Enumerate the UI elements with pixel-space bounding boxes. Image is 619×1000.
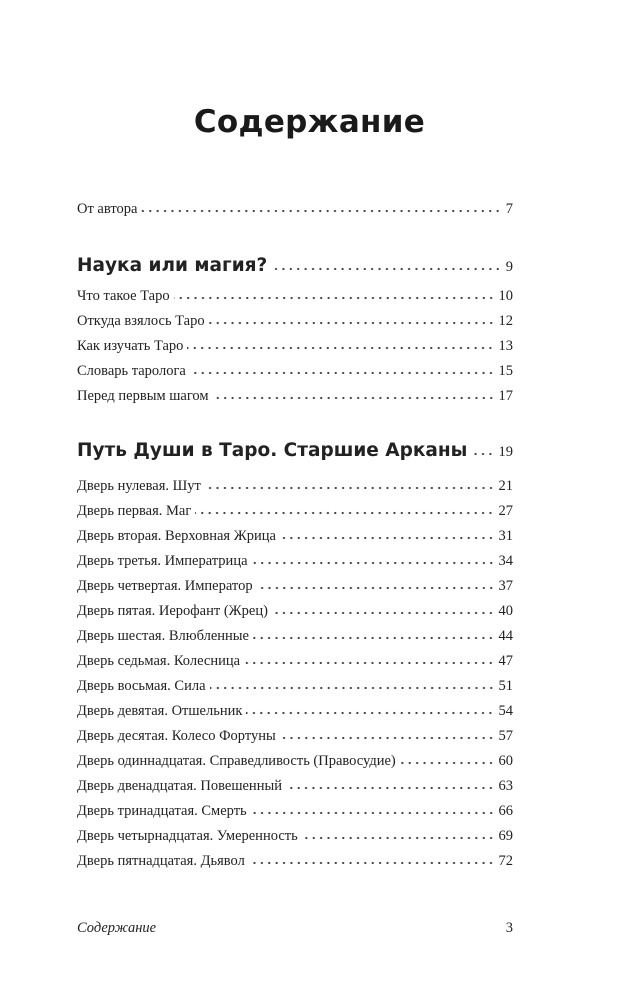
toc-entry[interactable] — [77, 777, 513, 795]
toc-entry[interactable] — [77, 577, 513, 595]
entry-page: 57 — [498, 728, 513, 744]
entry-page: 47 — [498, 653, 513, 669]
toc-section-heading[interactable] — [77, 254, 513, 279]
toc-entry[interactable] — [77, 477, 513, 495]
dot-leader — [252, 561, 495, 565]
entry-page: 27 — [498, 503, 513, 519]
dot-leader — [272, 611, 495, 615]
toc-entry[interactable] — [77, 387, 513, 405]
entry-label: Дверь одиннадцатая. Справедливость (Правосудие) — [77, 753, 396, 769]
page-title: Содержание — [193, 104, 426, 140]
entry-label: Дверь восьмая. Сила — [77, 678, 206, 694]
toc-section-heading[interactable] — [77, 439, 513, 464]
dot-leader — [280, 736, 495, 740]
entry-label: Дверь вторая. Верховная Жрица — [77, 528, 276, 544]
dot-leader — [302, 836, 495, 840]
toc-entry[interactable] — [77, 602, 513, 620]
dot-leader — [209, 321, 495, 325]
entry-label: Как изучать Таро — [77, 338, 184, 354]
entry-page: 9 — [505, 259, 513, 275]
entry-label: Путь Души в Таро. Старшие Арканы — [77, 440, 468, 461]
toc-entry[interactable] — [77, 502, 513, 520]
toc-entry[interactable] — [77, 827, 513, 845]
entry-label: Дверь нулевая. Шут — [77, 478, 201, 494]
toc-entry[interactable] — [77, 852, 513, 870]
dot-leader — [257, 586, 495, 590]
dot-leader — [246, 711, 494, 715]
entry-label: Что такое Таро — [77, 288, 170, 304]
dot-leader — [244, 661, 494, 665]
entry-label: Дверь шестая. Влюбленные — [77, 628, 249, 644]
entry-page: 17 — [498, 388, 513, 404]
entry-label: Дверь двенадцатая. Повешенный — [77, 778, 282, 794]
entry-label: Дверь пятая. Иерофант (Жрец) — [77, 603, 268, 619]
entry-page: 69 — [498, 828, 513, 844]
entry-label: Словарь таролога — [77, 363, 186, 379]
toc-entry[interactable] — [77, 527, 513, 545]
entry-page: 21 — [498, 478, 513, 494]
dot-leader — [251, 811, 495, 815]
toc-entry[interactable] — [77, 727, 513, 745]
toc-entry[interactable] — [77, 337, 513, 355]
page-number: 3 — [505, 920, 513, 936]
dot-leader — [174, 296, 495, 300]
entry-label: Дверь третья. Императрица — [77, 553, 248, 569]
entry-page: 13 — [498, 338, 513, 354]
toc-entry[interactable] — [77, 312, 513, 330]
dot-leader — [273, 267, 501, 271]
dot-leader — [195, 511, 494, 515]
entry-label: Дверь первая. Маг — [77, 503, 192, 519]
toc-entry[interactable] — [77, 627, 513, 645]
dot-leader — [249, 861, 495, 865]
entry-page: 40 — [498, 603, 513, 619]
dot-leader — [210, 686, 495, 690]
dot-leader — [187, 346, 494, 350]
entry-page: 54 — [498, 703, 513, 719]
entry-page: 15 — [498, 363, 513, 379]
toc-entry[interactable] — [77, 200, 513, 218]
entry-label: Дверь тринадцатая. Смерть — [77, 803, 247, 819]
dot-leader — [280, 536, 495, 540]
entry-label: Перед первым шагом — [77, 388, 209, 404]
running-title: Содержание — [77, 920, 157, 936]
entry-page: 12 — [498, 313, 513, 329]
entry-page: 31 — [498, 528, 513, 544]
toc-entry[interactable] — [77, 362, 513, 380]
entry-page: 10 — [498, 288, 513, 304]
entry-label: Дверь пятнадцатая. Дьявол — [77, 853, 245, 869]
entry-label: Наука или магия? — [77, 255, 268, 276]
toc-entry[interactable] — [77, 802, 513, 820]
entry-label: Дверь седьмая. Колесница — [77, 653, 241, 669]
toc-entry[interactable] — [77, 552, 513, 570]
entry-page: 7 — [505, 201, 513, 217]
dot-leader — [400, 761, 495, 765]
entry-page: 66 — [498, 803, 513, 819]
entry-page: 34 — [498, 553, 513, 569]
entry-page: 63 — [498, 778, 513, 794]
dot-leader — [253, 636, 495, 640]
entry-label: Дверь четвертая. Император — [77, 578, 253, 594]
toc-entry[interactable] — [77, 652, 513, 670]
dot-leader — [205, 486, 495, 490]
entry-label: Дверь десятая. Колесо Фортуны — [77, 728, 276, 744]
dot-leader — [141, 209, 501, 213]
entry-label: Откуда взялось Таро — [77, 313, 205, 329]
dot-leader — [213, 396, 495, 400]
entry-page: 60 — [498, 753, 513, 769]
toc-entry[interactable] — [77, 752, 513, 770]
dot-leader — [190, 371, 495, 375]
entry-page: 51 — [498, 678, 513, 694]
toc-entry[interactable] — [77, 677, 513, 695]
dot-leader — [473, 452, 494, 456]
dot-leader — [286, 786, 495, 790]
entry-page: 37 — [498, 578, 513, 594]
entry-label: От автора — [77, 201, 138, 217]
toc-entry[interactable] — [77, 287, 513, 305]
entry-label: Дверь девятая. Отшельник — [77, 703, 243, 719]
entry-page: 44 — [498, 628, 513, 644]
entry-label: Дверь четырнадцатая. Умеренность — [77, 828, 298, 844]
entry-page: 19 — [498, 444, 513, 460]
toc-entry[interactable] — [77, 702, 513, 720]
entry-page: 72 — [498, 853, 513, 869]
